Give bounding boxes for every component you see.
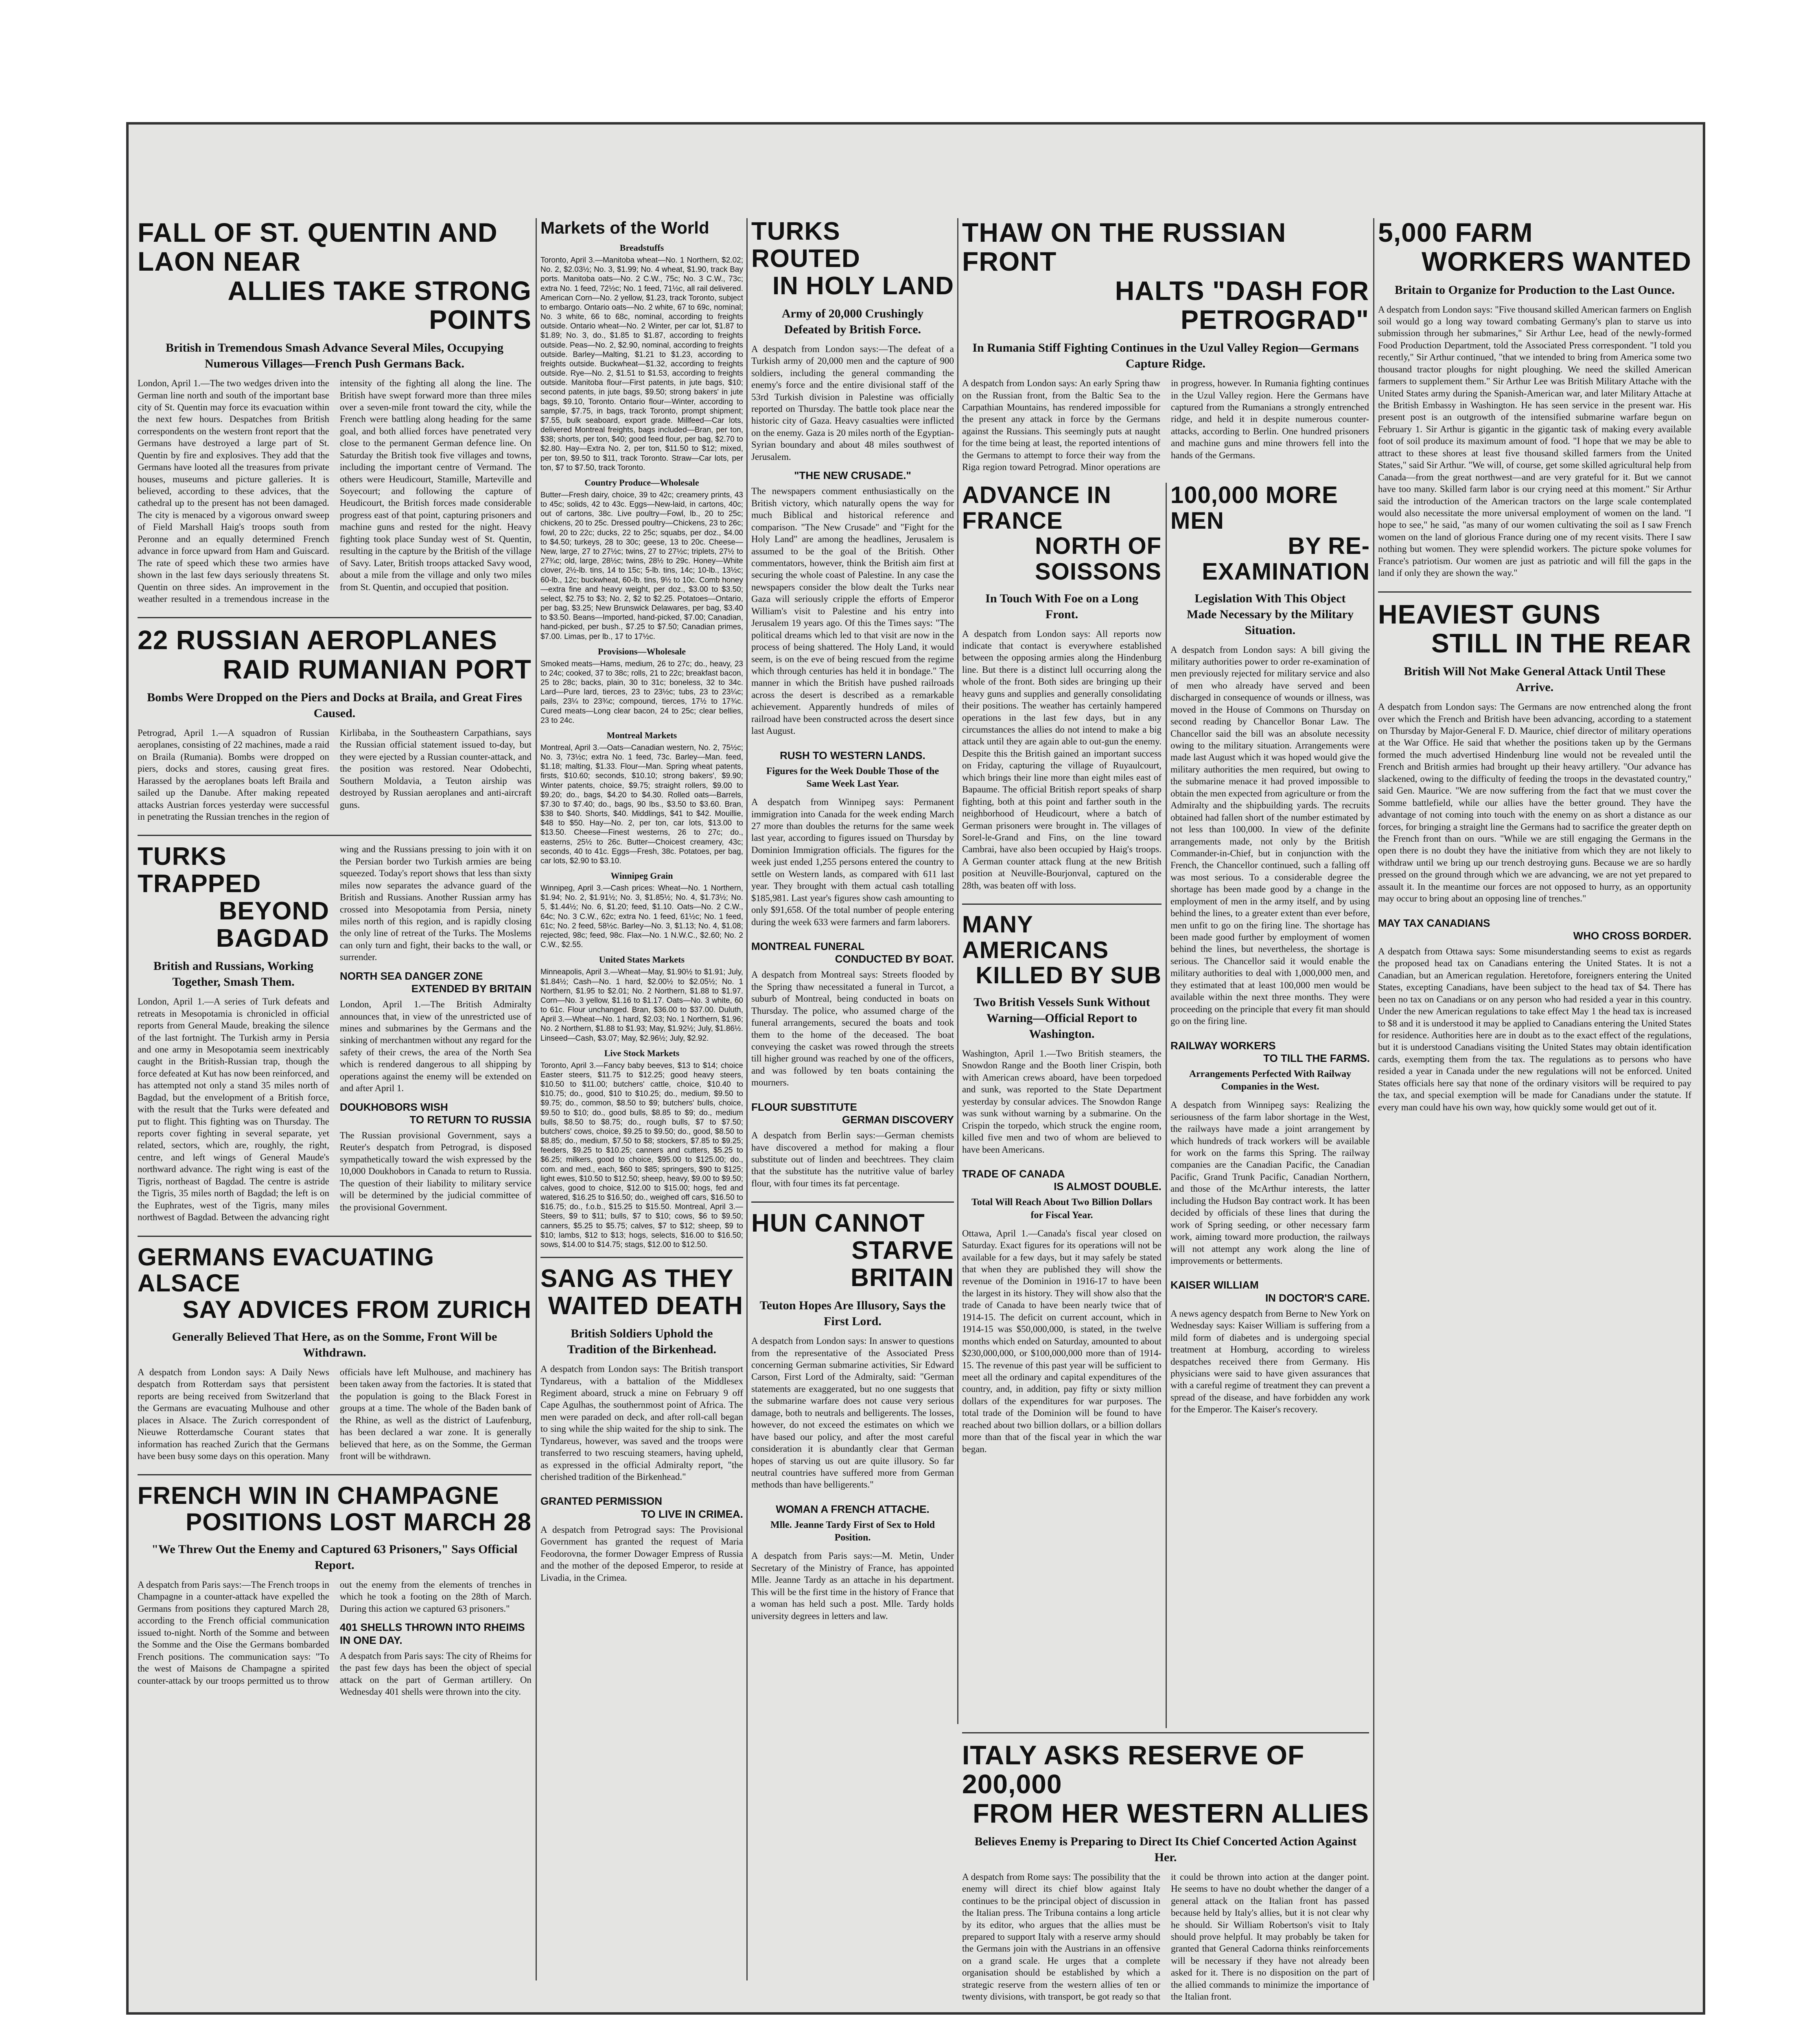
headline-line-2: ALLIES TAKE STRONG POINTS [228, 275, 532, 335]
headline-line-1: GRANTED PERMISSION [540, 1495, 663, 1508]
headline [962, 1741, 1369, 1828]
headline-line-1: ADVANCE IN FRANCE [962, 482, 1111, 534]
headline-line-2: HALTS "DASH FOR PETROGRAD" [1115, 275, 1369, 335]
headline-line-2: TO LIVE IN CRIMEA. [641, 1508, 743, 1520]
headline-line-1: 22 RUSSIAN AEROPLANES [138, 625, 498, 655]
article-hun-cannot-starve [751, 1210, 954, 1491]
subheadline: Teuton Hopes Are Illusory, Says the First Lord. [759, 1299, 946, 1328]
market-section-body: Toronto, April 3.—Manitoba wheat—No. 1 Northern, $2.02; No. 2, $2.03½; No. 3, $1.99; No. 4 wheat, $1.90, track Bay ports. Manitoba oats—No. 2 C.W., 75c; No. 3 C.W., 73c; extra No. 1 feed, 72½c; No. 1 feed, 71½c, all rail delivered. American Corn—No. 2 yellow, $1.23, track Toronto, subject to embargo. Ontario oats—No. 2 white, 67 to 69c, nominal; No. 3 white, 66 to 68c, nominal, according to freights outside. Ontario wheat—No. 2 Winter, per car lot, $1.87 to $1.89; No. 3, do., $1.85 to $1.87, according to freights outside. Peas—No. 2, $2.90, nominal, according to freights outside. Barley—Malting, $1.21 to $1.23, according to freights outside. Buckwheat—$1.32, according to freights outside. Rye—No. 2, $1.51 to $1.53, according to freights outside. Manitoba flour—First patents, in jute bags, $10; second patents, in jute bags, $9.50; strong bakers' in jute bags, $9.10, Toronto. Ontario flour—Winter, according to sample, $7.75, in bags, track Toronto, prompt shipment; $7.55, bulk seaboard, export grade. Millfeed—Car lots, delivered Montreal freights, bags included—Bran, per ton, $38; shorts, per ton, $40; good feed flour, per bag, $2.70 to $2.80. Hay—Extra No. 2, per ton, $11.50 to $12; mixed, per ton, $9.50 to $11, track Toronto. Straw—Car lots, per ton, $7 to $7.50, track Toronto. [540, 256, 743, 472]
article-body: Washington, April 1.—Two British steamers, the Snowdon Range and the Booth liner Crispin, both with American crews aboard, have been torpedoed and sunk, was reported to the State Department yesterday by consular advices. The Snowdon Range was sunk without warning by a submarine. On the Crispin the torpedo, which struck the engine room, killed five men and two of whom are believed to have been Americans. [962, 1048, 1162, 1155]
article-alsace [138, 1244, 532, 1462]
headline [138, 1244, 532, 1323]
headline-line-2: STILL IN THE REAR [1431, 628, 1691, 658]
subheadline: Figures for the Week Double Those of the Same Week Last Year. [766, 766, 939, 789]
headline-line-1: KAISER WILLIAM [1170, 1279, 1259, 1291]
subheadline: In Touch With Foe on a Long Front. [985, 591, 1138, 621]
article-western-lands [751, 749, 954, 928]
headline [540, 1265, 743, 1320]
headline-line-2: IN DOCTOR'S CARE. [1265, 1291, 1370, 1304]
headline-line-2: GERMAN DISCOVERY [842, 1113, 954, 1126]
headline-line-2: KILLED BY SUB [976, 962, 1162, 989]
article-body: A despatch from London says: A bill giving the military authorities power to order re-examination of men previously rejected for military service and also of men who already have served and been discharged in consequence of wounds or illness, was moved in the House of Commons on Thursday on second reading by Chancellor Bonar Law. The Chancellor said the bill was an absolute necessity owing to the military situation. Arrangements were made last August which it was hoped would give the military authorities the men required, but owing to the submarine menace it had proved impossible to obtain the men expected from agriculture or from the Admiralty and the shipbuilding yards. The recruits obtained had fallen short of the number estimated by not less than 100,000. In view of the definite arrangements made, not only by the British Commander-in-Chief, but in conjunction with the French, the Chancellor continued, such a falling off was most serious. To a considerable degree the shortage has been made good by a change in the employment of men in the army itself, and by using behind the lines, to a greater extent than ever before, men unfit to go on the firing line. The shortage has been made good further by employment of women behind the lines, but nevertheless, the shortage is serious. The Chancellor said it would enable the military authorities to deal with 1,000,000 men, and they estimated that at least 100,000 men would be available within the next three months. They were proceeding on the principle that every fit man should go on the firing line. [1170, 644, 1370, 1026]
article-body: A despatch from London says:—The defeat of a Turkish army of 20,000 men and the capture of 900 soldiers, including the general commanding the enemy's force and the entire divisional staff of the 53rd Turkish division in Palestine was officially reported on Thursday. The battle took place near the historic city of Gaza. Heavy casualties were inflicted on the enemy. Gaza is 20 miles north of the Egyptian-Syrian boundary and about 48 miles southwest of Jerusalem. [751, 344, 954, 462]
article-columns [138, 1579, 532, 1698]
headline-line-2: STARVE BRITAIN [851, 1236, 954, 1292]
article-body: A despatch from London says: All reports now indicate that contact is everywhere established between the opposing armies along the Hindenburg line. But there is a distinct lull occurring along the whole of the front. Both sides are bringing up their heavy guns and supplies and generally consolidating their positions. The weather has certainly hampered operations in the last few days, but in any circumstances the allies do not intend to make a big attack until they are again able to out-gun the enemy. Despite this the British gained an important success on Friday, capturing the village of Ruyaulcourt, which brings their line more than eight miles east of Bapaume. The official British report speaks of sharp fighting, both at this point and farther south in the neighborhood of Heudicourt, where a batch of German prisoners were brought in. The villages of Sorel-le-Grand and Fins, on the line toward Cambrai, have also been occupied by Haig's troops. A German counter attack flung at the new British position at Neuville-Bourjonval, captured on the 28th, was beaten off with loss. [962, 628, 1162, 891]
headline [1378, 917, 1691, 942]
headline-line-2: WAITED DEATH [548, 1292, 743, 1320]
subheadline: In Rumania Stiff Fighting Continues in the Uzul Valley Region—Germans Capture Ridge. [972, 341, 1359, 371]
article-body: A despatch from Paris says:—The French troops in Champagne in a counter-attack have expelled the Germans from positions they captured March 28, according to the French official communication issued to-night. North of the Somme and between the Somme and the Oise the Germans bombarded French positions. The communication says: "To the west of Maisons de Champagne a spirited counter-attack by our troops permitted us to throw out the enemy from the elements of trenches in which he took a footing on the 28th of March. During this action we captured 63 prisoners." [138, 1580, 532, 1686]
divider [962, 1732, 1369, 1733]
newspaper-page [126, 122, 1705, 2015]
divider [138, 1474, 532, 1475]
article-body: A despatch from London says: "Five thousand skilled American farmers on English soil would go a long way toward combating Germany's plan to starve us into submission through her submarines," Sir Arthur Lee, head of the newly-formed Food Production Department, told the Associated Press correspondent. "I told you recently," Sir Arthur continued, "that we intended to bring from America some two thousand tractor ploughs for night ploughing. We need the skilled American farmers to supplement them." Sir Arthur Lee was British Military Attache with the United States army during the Spanish-American war, and later Military Attache at the British Embassy in Washington. He has seen service in the present war. His present post is an outgrowth of the intensified submarine warfare begun on February 1. Sir Arthur is gigantic in the gigantic task of making every available foot of soil produce its maximum amount of food. "I hope that we may be able to attract to these shores at least five thousand skilled farmers from the United States," said Sir Arthur. "We will, of course, get some skilled agricultural help from Canada—from the great northwest—and are very grateful for it. But we cannot have too many. Skilled farm labor is our crying need at this moment." Sir Arthur said the introduction of the American tractors on the large scale contemplated would also necessitate the more universal employment of women on the land. "I hope to see," he said, "as many of our women cultivating the soil as I saw French women on the land of glorious France during one of my recent visits. There I saw nothing but women. They were splendid workers. The picture spoke volumes for France's patriotism. Our women are just as patriotic and will fill the gaps in the land if only they are shown the way." [1378, 304, 1691, 578]
headline-new-crusade: "THE NEW CRUSADE." [794, 469, 911, 482]
divider [962, 904, 1162, 905]
article-body: A despatch from Ottawa says: Some misunderstanding seems to exist as regards the proposed head tax on Canadians entering the United States. It is not a Canadian, but an American regulation. Heretofore, foreigners entering the United States, excepting Canadians, have been subject to the head tax of $4. There has been no tax on Canadians or on any person who had resided a year in this country. Under the new American regulations to take effect May 1 the head tax is increased to $8 and it is understood it may be applied to Canadians entering the United States for residence. Authorities here are in doubt as to the exact effect of the regulations, but it is understood Canadians visiting the United States may obtain identification cards, exempting them from the tax. The regulations as to persons who have resided a year in Canada under the new regulations will not be enforced. United States officials here say that none of the ordinary visitors will be required to pay the tax, and special exemption will be made for Canadians under the statute. If every man could have his own way, how quickly some would get out of it. [1378, 946, 1691, 1112]
article-body: A despatch from Petrograd says: The Provisional Government has granted the request of Maria Feodorovna, the former Dowager Empress of Russia and the mother of the deposed Emperor, to reside at Livadia, in the Crimea. [540, 1524, 743, 1583]
article-body: Petrograd, April 1.—A squadron of Russian aeroplanes, consisting of 22 machines, made a raid on Braila (Rumania). Bombs were dropped on piers, docks and stores, causing great fires. Harassed by the aeroplanes boats left Braila and sailed up the Danube. After making repeated attacks Austrian forces yesterday were successful in penetrating the Russian trenches in the region of Kirlibaba, in the Southeastern Carpathians, says the Russian official statement issued to-day, but they were ejected by a Russian counter-attack, and the position was restored. Near Odobechti, Southern Moldavia, a Teuton airship was destroyed by Russian aeroplanes and anti-aircraft guns. [138, 727, 532, 822]
markets-title: Markets of the World [540, 218, 709, 237]
headline-line-1: FLOUR SUBSTITUTE [751, 1101, 857, 1113]
headline-line-1: THAW ON THE RUSSIAN FRONT [962, 217, 1286, 277]
column-rule [536, 218, 537, 1980]
headline [962, 912, 1162, 989]
headline [962, 483, 1162, 585]
column-rule [1166, 483, 1167, 1728]
headline-line-2: POSITIONS LOST MARCH 28 [186, 1508, 532, 1536]
market-section-title: Montreal Markets [606, 730, 677, 740]
headline-line-2: FROM HER WESTERN ALLIES [973, 1798, 1369, 1828]
column-6 [1378, 218, 1691, 1980]
subheadline: Two British Vessels Sunk Without Warning—Official Report to Washington. [973, 996, 1150, 1041]
column-1 [138, 218, 532, 1980]
market-section-title: Provisions—Wholesale [598, 646, 686, 656]
headline [138, 1483, 532, 1536]
headline [1378, 600, 1691, 658]
headline-line-1: TURKS TRAPPED [138, 842, 261, 898]
divider [540, 1257, 743, 1258]
divider [138, 1236, 532, 1237]
article-body: A despatch from Berlin says:—German chemists have discovered a method for making a flour substitute out of linden and beechtrees. They claim that the substitute has the nutritive value of barley flour, with four times its fat percentage. [751, 1130, 954, 1188]
headline-line-1: ITALY ASKS RESERVE OF 200,000 [962, 1740, 1305, 1799]
market-section-body: Butter—Fresh dairy, choice, 39 to 42c; creamery prints, 43 to 45c; solids, 42 to 43c. Eggs—New-laid, in cartons, 40c; out of cartons, 38c. Live poultry—Fowl, lb., 20 to 25c; chickens, 20 to 25c. Dressed poultry—Chickens, 23 to 26c; fowl, 20 to 22c; ducks, 22 to 25c; squabs, per doz., $4.00 to $4.50; turkeys, 28 to 30c; geese, 13 to 20c. Cheese—New, large, 27 to 27½c; twins, 27 to 27½c; triplets, 27½ to 27¾c; old, large, 28½c; twins, 28½ to 29c. Honey—White clover, 2½-lb. tins, 14 to 15c; 5-lb. tins, 14c; 10-lb., 13½c; 60-lb., 12c; buckwheat, 60-lb. tins, 9½ to 10c. Comb honey—extra fine and heavy weight, per doz., $3.00 to $3.50; select, $2.75 to $3; No. 2, $2 to $2.25. Potatoes—Ontario, per bag, $3.25; New Brunswick Delawares, per bag, $3.40 to $3.50. Beans—Imported, hand-picked, $7.00; Canadian, hand-picked, per bush., $7.25 to $7.50; Canadian primes, $7.00. Limas, per lb., 17 to 17½c. [540, 490, 743, 641]
subheadline: Mlle. Jeanne Tardy First of Sex to Hold Position. [770, 1520, 935, 1543]
headline: RUSH TO WESTERN LANDS. [780, 749, 925, 761]
headline-line-2: TO TILL THE FARMS. [1263, 1052, 1370, 1064]
headline-rheims: 401 SHELLS THROWN INTO RHEIMS IN ONE DAY. [340, 1621, 525, 1646]
headline-line-2: IS ALMOST DOUBLE. [1054, 1180, 1162, 1193]
subheadline: British in Tremendous Smash Advance Several Miles, Occupying Numerous Villages—French Push Germans Back. [165, 341, 504, 371]
headline-line-1: DOUKHOBORS WISH [340, 1101, 448, 1113]
subheadline: Army of 20,000 Crushingly Defeated by British Force. [781, 306, 924, 336]
bottom-article [962, 1732, 1369, 2002]
headline-line-1: GERMANS EVACUATING ALSACE [138, 1243, 435, 1297]
headline-line-1: MAY TAX CANADIANS [1378, 917, 1490, 929]
article-body: A despatch from Winnipeg says: Permanent immigration into Canada for the week ending March 27 more than doubles the returns for the same week last year, according to figures issued on Thursday by Dominion Immigration officials. The figures for the week just ended 1,255 persons entered the country to settle on Western lands, as compared with 611 last year. They brought with them actual cash totalling $185,981. Last year's figures show cash amounting to only $91,658. Of the total number of people entering during the week 633 were farmers and farm laborers. [751, 797, 954, 927]
article-russian-front-thaw [962, 218, 1369, 473]
article-body-north-sea: London, April 1.—The British Admiralty announces that, in view of the unrestricted use of mines and submarines by the Germans and the sinking of merchantmen without any regard for the safety of their crews, the area of the North Sea which is rendered dangerous to all shipping by operations against the enemy will be extended on and after April 1. [340, 999, 532, 1094]
subheadline: Total Will Reach About Two Billion Dollars for Fiscal Year. [971, 1197, 1153, 1221]
divider [1378, 591, 1691, 593]
article-body: Ottawa, April 1.—Canada's fiscal year closed on Saturday. Exact figures for its operations will not be available for a few days, but it may safely be stated that when they are published they will show the revenue of the Dominion in 1916-17 to have been the largest in its history. They will show also that the trade of Canada to have been nearly twice that of 1914-15. The deficit on current account, which in 1914-15 was $50,000,000, is stated, in the twelve months which ended on Saturday, amounted to about $230,000,000, or $100,000,000 more than of 1914-15. The revenue of this past year will be sufficient to meet all the ordinary and capital expenditures of the country, and, in addition, pay fifty or sixty million dollars of the expenditures for war purposes. The total trade of the Dominion will be found to have reached about two billion dollars, or a billion dollars more than that of the fiscal year in which the war began. [962, 1228, 1162, 1454]
article-body: A despatch from Winnipeg says: Realizing the seriousness of the farm labor shortage in the West, the railways have made a joint arrangement by which hundreds of track workers will be available for work on the farms this Spring. The railway companies are the Canadian Pacific, the Canadian Pacific, Grand Trunk Pacific, Canadian Northern, and those of the McArthur interests, the latter including the Hudson Bay contract work. It has been decided by officials of these lines that during the work of Spring seeding, or other necessary farm work, aiming toward more production, the railways will not attempt any work along the line of improvements or betterments. [1170, 1100, 1370, 1266]
column-4 [962, 483, 1162, 1728]
headline [1170, 483, 1370, 585]
subheadline: British and Russians, Working Together, Smash Them. [153, 959, 313, 989]
headline-line-1: FALL OF ST. QUENTIN AND LAON NEAR [138, 217, 498, 277]
article-body: A despatch from London says: In answer to questions from the representative of the Associated Press concerning German submarine activities, Sir Edward Carson, First Lord of the Admiralty, said: "German statements are exaggerated, but no one suggests that the submarine warfare does not cause very serious damage, both to neutrals and belligerents. The losses, however, do not exceed the estimates on which we have based our policy, and after the most careful consideration it is abundantly clear that German hopes of starving us out are quite illusory. So far neutral countries have suffered more from German methods than have belligerents." [751, 1336, 954, 1490]
column-rule [746, 218, 748, 1980]
headline [540, 1495, 743, 1520]
article-body: A despatch from London says: An early Spring thaw on the Russian front, from the Baltic Sea to the Carpathian Mountains, has rendered impossible for the present any attack in force by the Germans against the Russians. This seemingly puts at naught for the time being at least, the reported intentions of the Germans to attempt to force their way from the Riga region toward Petrograd. Minor operations are in progress, however. In Rumania fighting continues in the Uzul Valley region. Here the Germans have captured from the Rumanians a strongly entrenched ridge, and held it in despite numerous counter-attacks, according to Berlin. One hundred prisoners and machine guns and mine throwers fell into the hands of the Germans. [962, 378, 1369, 473]
subheadline: Generally Believed That Here, as on the Somme, Front Will be Withdrawn. [172, 1330, 497, 1359]
headline-line-2: BY RE-EXAMINATION [1202, 533, 1370, 585]
headline-line-1: SANG AS THEY [540, 1265, 734, 1293]
market-section-body: Smoked meats—Hams, medium, 26 to 27c; do., heavy, 23 to 24c; cooked, 37 to 38c; rolls, 21 to 22c; breakfast bacon, 25 to 28c; backs, plain, 30 to 31c; boneless, 32 to 34c. Lard—Pure lard, tierces, 23 to 23½c; tubs, 23 to 23¼c; pails, 23¼ to 23¾c; compound, tierces, 17½ to 17¾c. Cured meats—Long clear bacon, 24 to 25c; clear bellies, 23 to 24c. [540, 659, 743, 725]
headline [138, 218, 532, 334]
column-5 [1170, 483, 1370, 1728]
headline [751, 940, 954, 965]
subheadline: "We Threw Out the Enemy and Captured 63 Prisoners," Says Official Report. [151, 1543, 518, 1572]
headline-line-2: EXTENDED BY BRITAIN [411, 982, 532, 995]
headline-line-1: 100,000 MORE MEN [1170, 482, 1338, 534]
article-body: A news agency despatch from Berne to New York on Wednesday says: Kaiser William is suffering from a mild form of diabetes and is undergoing special treatment at Homburg, according to wireless despatches received there from Germany. His physicians were said to have given assurances that with a careful regime of treatment they can prevent a spread of the disease, and have forbidden any work for the Emperor. The Kaiser's recovery. [1170, 1308, 1370, 1415]
article-kaiser-william [1170, 1279, 1370, 1415]
headline [138, 843, 329, 952]
headline-line-2: SAY ADVICES FROM ZURICH [182, 1296, 532, 1324]
subheadline: British Will Not Make General Attack Until These Arrive. [1404, 665, 1666, 694]
headline-north-sea [340, 970, 532, 995]
headline [751, 1101, 954, 1126]
headline-doukhobors [340, 1101, 532, 1126]
headline [1170, 1279, 1370, 1304]
divider [138, 617, 532, 618]
article-russian-aeroplanes [138, 626, 532, 823]
headline-line-1: TRADE OF CANADA [962, 1167, 1065, 1180]
subheadline: British Soldiers Uphold the Tradition of the Birkenhead. [567, 1327, 717, 1357]
headline-line-1: MONTREAL FUNERAL [751, 940, 865, 952]
article-french-attache [751, 1503, 954, 1622]
market-section-body: Montreal, April 3.—Oats—Canadian western, No. 2, 75½c; No. 3, 73½c; extra No. 1 feed, 73c. Barley—Man. feed, $1.18; malting, $1.33. Flour—Man. Spring wheat patents, firsts, $10.60; seconds, $10.10; strong bakers', $9.90; Winter patents, choice, $9.75; straight rollers, $9.00 to $9.20; do., bags, $4.20 to $4.30. Rolled oats—Barrels, $7.30 to $7.40; do., bags, 90 lbs., $3.50 to $3.60. Bran, $38 to $40. Shorts, $40. Middlings, $41 to $42. Mouillie, $48 to $50. Hay—No. 2, per ton, car lots, $13.00 to $13.50. Cheese—Finest westerns, 26 to 27c; do., easterns, 25½ to 26c. Butter—Choicest creamery, 43c; seconds, 40 to 41c. Eggs—Fresh, 38c. Potatoes, per bag, car lots, $2.90 to $3.10. [540, 743, 743, 865]
markets-sections [540, 243, 743, 1249]
headline-line-2: BEYOND BAGDAD [216, 897, 329, 953]
article-body: A despatch from London says: The British transport Tyndareus, with a battalion of the Middlesex Regiment aboard, struck a mine on February 9 off Cape Agulhas, the southernmost point of Africa. The men were paraded on deck, and after roll-call began to sing while the ship waited for the ship to sink. The Tyndareus, however, was saved and the troops were transferred to two rescuing steamers, having upheld, as expressed in the official Admiralty report, "the cherished tradition of the Birkenhead." [540, 1364, 743, 1482]
article-crimea [540, 1495, 743, 1584]
market-section-body: Winnipeg, April 3.—Cash prices: Wheat—No. 1 Northern, $1.94; No. 2, $1.91½; No. 3, $1.85½; No. 4, $1.73½; No. 5, $1.44½; No. 6, $1.20; feed, $1.10. Oats—No. 2 C.W., 64c; No. 3 C.W., 62c; extra No. 1 feed, 61½c; No. 1 feed, 61c; No. 2 feed, 58½c. Barley—No. 3, $1.13; No. 4, $1.08; rejected, 98c; feed, 98c. Flax—No. 1 N.W.C., $2.60; No. 2 C.W., $2.55. [540, 884, 743, 950]
article-body: A despatch from Rome says: The possibility that the enemy will direct its chief blow against Italy continues to be the principal object of discussion in the Italian press. The Tribuna contains a long article by its editor, who argues that the allies must be prepared to support Italy with a reserve army should the Germans join with the Austrians in an offensive on a grand scale. He urges that a complete organisation should be established by which a strategic reserve from the western allies of ten or twenty divisions, with transport, be got ready so that it could be thrown into action at the danger point. He seems to have no doubt whether the danger of a general attack on the Italian front has passed because held by Italy's allies, but it is not clear why he should. Sir William Robertson's visit to Italy should prove helpful. It may probably be taken for granted that General Cadorna thinks reinforcements will be necessary if they have not already been asked for it. There is no disposition on the part of the allied commands to minimize the importance of the Italian front. [962, 1871, 1369, 2002]
headline-line-1: RAILWAY WORKERS [1170, 1039, 1276, 1052]
market-section-title: United States Markets [599, 954, 685, 965]
headline-line-1: HEAVIEST GUNS [1378, 599, 1601, 629]
headline [962, 1168, 1162, 1193]
article-montreal-funeral [751, 940, 954, 1089]
article-body: A despatch from London says: A Daily News despatch from Rotterdam says that persistent reports are being received from Switzerland that the Germans are evacuating Mulhouse and other places in Alsace. The Zurich correspondent of Nieuwe Rotterdamsche Courant states that information has reached Zurich that the Germans have been busy some days on this operation. Many officials have left Mulhouse, and machinery has been taken away from the factories. It is stated that the population is going to the Black Forest in groups at a time. The whole of the Baden bank of the Rhine, as well as the district of Laufenburg, has been declared a war zone. It is generally believed that here, as on the Somme, the German front will be withdrawn. [138, 1367, 532, 1461]
article-heaviest-guns [1378, 600, 1691, 905]
headline-line-2: CONDUCTED BY BOAT. [835, 953, 954, 965]
article-flour-substitute [751, 1101, 954, 1190]
article-body: London, April 1.—The two wedges driven into the German line north and south of the important base city of St. Quentin may force its evacuation within the next few hours. Despatches from British correspondents on the western front report that the Germans have destroyed a large part of St. Quentin by fire and explosives. They add that the Germans have looted all the treasures from private houses, museums and picture galleries. It is believed, according to these advices, that the cathedral up to the present has not been damaged. The city is menaced by a vigorous onward sweep of Field Marshall Haig's troops south from Peronne and an equally determined French advance in force upward from Ham and Guiscard. The rate of speed which these two armies have shown in the last few days seriously threatens St. Quentin on three sides. An improvement in the weather resulted in a tremendous increase in the intensity of the fighting all along the line. The British have swept forward more than three miles over a seven-mile front toward the city, while the French were battling along heading for the same goal, and both allied forces have penetrated very close to the permanent German defence line. On Saturday the British took five villages and towns, including the important centre of Vermand. The others were Heudicourt, Stamille, Marteville and Soyecourt; and following the capture of Heudicourt, the British forces made considerable progress east of that point, capturing prisoners and machine guns and rested for the night. Heavy fighting took place Sunday west of St. Quentin, resulting in the capture by the British of the village of Savy. Later, British troops attacked Savy wood, about a mile from the village and only two miles from St. Quentin, and occupied that position. [138, 378, 532, 604]
subheadline: Arrangements Perfected With Railway Companies in the West. [1189, 1068, 1352, 1092]
market-section-body: Minneapolis, April 3.—Wheat—May, $1.90½ to $1.91; July, $1.84½; Cash—No. 1 hard, $2.00½ to $2.05½; No. 1 Northern, $1.95 to $2.01; No. 2 Northern, $1.88 to $1.97. Corn—No. 3 yellow, $1.16 to $1.17. Oats—No. 3 white, 60 to 61c. Flour unchanged. Bran, $36.00 to $37.00. Duluth, April 3.—Wheat—No. 1 hard, $2.03; No. 1 Northern, $1.96; No. 2 Northern, $1.88 to $1.93; May, $1.92½; July, $1.86½. Linseed—Cash, $3.07; May, $2.96½; July, $2.92. [540, 968, 743, 1043]
headline-line-1: 5,000 FARM [1378, 217, 1533, 247]
article-farm-workers [1378, 218, 1691, 579]
market-section-title: Live Stock Markets [604, 1048, 680, 1058]
subheadline: Legislation With This Object Made Necessary by the Military Situation. [1187, 591, 1354, 637]
headline [751, 218, 954, 300]
headline [751, 1210, 954, 1292]
article-body-rheims: A despatch from Paris says: The city of Rheims for the past few days has been the object of special attack on the part of German artillery. On Wednesday 401 shells were thrown into the city. [340, 1650, 532, 1697]
subheadline: Bombs Were Dropped on the Piers and Docks at Braila, and Great Fires Caused. [147, 690, 522, 720]
market-section-body: Toronto, April 3.—Fancy baby beeves, $13 to $14; choice Easter steers, $11.75 to $12.25; good heavy steers, $10.50 to $11.00; butchers' cattle, choice, $10.40 to $10.75; do., good, $10 to $10.25; do., medium, $9.50 to $9.75; do., common, $8.50 to $9; butchers' bulls, choice, $9.50 to $10; do., good bulls, $8.85 to $9; do., medium bulls, $8.50 to $8.75; do., rough bulls, $7 to $7.50; butchers' cows, choice, $9.25 to $9.50; do., good, $8.50 to $8.85; do., medium, $7.50 to $8; stockers, $7.85 to $9.25; feeders, $9.25 to $10.25; canners and cutters, $5.25 to $6.25; milkers, good to choice, $95.00 to $125.00; do., com. and med., each, $60 to $85; springers, $90 to $125; light ewes, $10.50 to $12.50; sheep, heavy, $9.00 to $9.50; calves, good to choice, $12.00 to $15.00; hogs, fed and watered, $16.25 to $16.50; do., weighed off cars, $16.50 to $16.75; do., f.o.b., $15.25 to $15.50. Montreal, April 3.—Steers, $9 to $11; bulls, $7 to $10; cows, $6 to $9.50; canners, $5.25 to $5.75; calves, $7 to $12; sheep, $9 to $10; lambs, $12 to $13; hogs, selects, $16.00 to $16.50; sows, $14.00 to $14.75; stags, $12.00 to $12.50. [540, 1061, 743, 1249]
headline-line-1: NORTH SEA DANGER ZONE [340, 969, 483, 982]
article-americans-killed [962, 912, 1162, 1155]
article-re-examination [1170, 483, 1370, 1027]
column-3 [751, 218, 954, 1980]
headline-line-1: MANY AMERICANS [962, 911, 1109, 963]
headline [1378, 218, 1691, 276]
headline-line-1: FRENCH WIN IN CHAMPAGNE [138, 1482, 499, 1510]
article-sang-as-they-waited [540, 1265, 743, 1483]
article-holy-land [751, 218, 954, 737]
article-st-quentin [138, 218, 532, 605]
column-rule [957, 218, 958, 1724]
column-2-markets [540, 218, 743, 1980]
headline: WOMAN A FRENCH ATTACHE. [776, 1503, 930, 1515]
article-body: A despatch from Montreal says: Streets flooded by the Spring thaw necessitated a funeral in Turcot, a suburb of Montreal, being conducted in boats on Thursday. The police, who assumed charge of the funeral arrangements, secured the boats and took them to the home of the deceased. The boat conveying the casket was rowed through the streets till higher ground was reached by one of the officers, and was followed by ten boats containing the mourners. [751, 969, 954, 1088]
market-section-title: Winnipeg Grain [610, 871, 673, 881]
headline-line-1: HUN CANNOT [751, 1209, 925, 1238]
article-body: London, April 1.—A series of Turk defeats and retreats in Mesopotamia is chronicled in official reports from General Maude, breaking the silence of the last fortnight. The Turkish army in Persia and one army in Mesopotamia seem inextricably caught in the British-Russian trap, though the force defeated at Kut has now been reinforced, and has attempted not only a stand 35 miles north of Bagdad, but the envelopment of a British force, with the result that the Turks were defeated and put to flight. This fighting was on Thursday. The reports cover fighting in several separate, yet related, sectors, which are, roughly, the right, centre, and left wings of General Maude's northward advance. The right wing is east of the Tigris, northeast of Bagdad. The centre is astride the Tigris, 35 miles north of Bagdad; the left is on the Euphrates, west of the Tigris, many miles northwest of Bagdad. Between the advancing right wing and the Russians pressing to join with it on the Persian border two Turkish armies are being squeezed. Today's report shows that less than sixty miles now separates the advance guard of the British and Russians. Another Russian army has crossed into Mesopotamia from Persia, ninety miles north of this region, and is rapidly closing the only line of retreat of the Turks. The Moslems can only turn and fight, their backs to the wall, or surrender. [138, 844, 532, 1223]
article-body-doukhobors: The Russian provisional Government, says a Reuter's despatch from Petrograd, is disposed sympathetically toward the wish expressed by the 10,000 Doukhobors in Canada to return to Russia. The question of their liability to military service will be determined by the judicial committee of the provisional Government. [340, 1130, 532, 1212]
subheadline: Britain to Organize for Production to the Last Ounce. [1394, 283, 1675, 297]
headline-line-1: TURKS ROUTED [751, 217, 860, 273]
headline [138, 626, 532, 684]
article-body: A despatch from Paris says:—M. Metin, Under Secretary of the Ministry of France, has appointed Mlle. Jeanne Tardy as an attache in his department. This will be the first time in the history of France that a woman has held such a post. Mlle. Tardy holds university degrees in letters and law. [751, 1551, 954, 1621]
headline-line-2: NORTH OF SOISSONS [1035, 533, 1162, 585]
divider [138, 835, 532, 836]
headline-line-2: WORKERS WANTED [1422, 246, 1691, 277]
headline-line-2: RAID RUMANIAN PORT [223, 654, 532, 684]
article-body: A despatch from London says: The Germans are now entrenched along the front over which the French and British have been advancing, according to a statement on Thursday by Major-General F. D. Maurice, chief director of military operations at the War Office. He said that whether the positions taken up by the Germans formed the much advertised Hindenburg line would not be revealed until the French and British armies had brought up their heavy artillery. "Our advance has slackened, owing to the difficulty of feeding the troops in the devastated country," said Gen. Maurice. "We are now suffering from the fact that we must cover the Somme battlefield, while our allies have the better ground. They have the advantage of not coming into touch with the enemy on as short a distance as our forces, for bringing a straight line the Germans had to sacrifice the greater depth on the French front than on ours. "While we are still engaging the Germans in the open there is no doubt they have the initiative from which they are not likely to withdraw until we bring up our trench destroying guns. Because we are so hardly pressed on the ground through which we are advancing, we are not yet prepared to assault it. In the meantime our forces are not opposed to hurry, as an opportunity may occur to bring about an opposing line of trenches." [1378, 702, 1691, 904]
article-advance-in-france [962, 483, 1162, 891]
headline [962, 218, 1369, 334]
columns-4-5-top [962, 218, 1369, 479]
article-trade-of-canada [962, 1168, 1162, 1455]
headline [1170, 1039, 1370, 1065]
article-tax-canadians [1378, 917, 1691, 1114]
market-section-title: Country Produce—Wholesale [584, 477, 699, 488]
subheadline: Believes Enemy is Preparing to Direct Its Chief Concerted Action Against Her. [974, 1834, 1357, 1864]
article-body-new-crusade: The newspapers comment enthusiastically on the British victory, which naturally opens the way for much Biblical and historical reference and comparison. "The New Crusade" and "Fight for the Holy Land" are among the headlines, Jerusalem is assumed to be the goal of the British. Other commentators, however, think the British aim first at securing the whole coast of Palestine. In any case the newspapers consider the blow dealt the Turks near Gaza will seriously cripple the efforts of Emperor William's visit to Palestine and his entry into Jerusalem 19 years ago. Of this the Times says: "The political dreams which led to that visit are now in the process of being shattered. The Holy Land, it would seem, is on the eve of being rescued from the regime which through centuries has held it in bondage." The manner in which the British have pushed railroads across the desert is described as a remarkable achievement. Apparently hundreds of miles of railroad have been constructed across the desert since last August. [751, 486, 954, 736]
headline-line-2: WHO CROSS BORDER. [1573, 929, 1691, 942]
market-section-title: Breadstuffs [619, 243, 664, 253]
column-rule [1373, 218, 1374, 1980]
article-champagne [138, 1483, 532, 1698]
headline-line-2: IN HOLY LAND [772, 271, 954, 300]
article-railway-workers [1170, 1039, 1370, 1267]
divider [751, 1201, 954, 1203]
article-turks-trapped [138, 843, 532, 1223]
headline-line-2: TO RETURN TO RUSSIA [409, 1113, 532, 1126]
